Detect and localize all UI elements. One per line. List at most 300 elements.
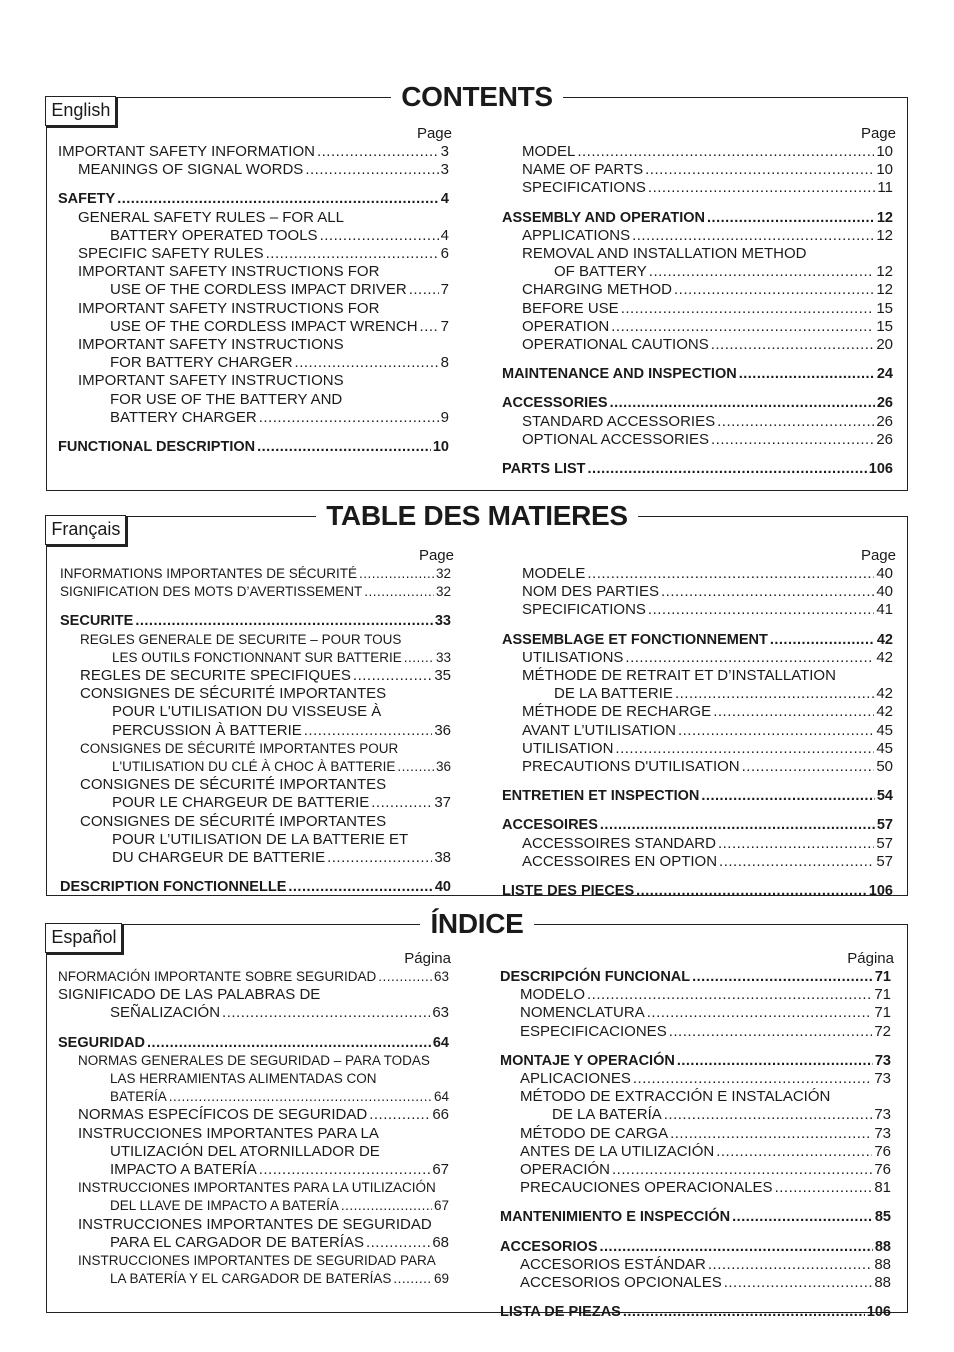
contents-section-english	[46, 81, 908, 491]
toc-entry-title: CONSIGNES DE SÉCURITÉ IMPORTANTES	[80, 685, 387, 703]
toc-entry[interactable]	[502, 740, 893, 758]
toc-entry-title: ACCESSORIES	[502, 395, 608, 412]
language-tab-french: Français	[45, 515, 126, 545]
toc-entry[interactable]	[58, 1197, 449, 1215]
toc-entry-title: OPERACIÓN	[520, 1161, 611, 1179]
toc-entry-title: ACCESORIOS OPCIONALES	[520, 1274, 722, 1292]
toc-entry[interactable]	[500, 1179, 891, 1197]
toc-dot-leader	[169, 1088, 432, 1106]
toc-entry[interactable]	[500, 1143, 891, 1161]
toc-page-number: 35	[434, 667, 451, 685]
toc-page-number: 12	[876, 263, 893, 281]
toc-entry[interactable]	[502, 161, 893, 179]
page-column-header: Page	[860, 125, 896, 142]
toc-dot-leader	[742, 758, 875, 776]
toc-page-number: 3	[440, 161, 449, 179]
toc-entry-title: PRECAUCIONES OPERACIONALES	[520, 1179, 773, 1197]
toc-entry-title: OPTIONAL ACCESSORIES	[522, 430, 709, 448]
toc-entry-title: STANDARD ACCESSORIES	[522, 412, 716, 430]
toc-entry[interactable]	[502, 816, 893, 834]
toc-entry-title: CHARGING METHOD	[522, 281, 672, 299]
toc-entry[interactable]	[58, 409, 449, 427]
toc-entry[interactable]	[500, 1070, 891, 1088]
toc-entry-title: MAINTENANCE AND INSPECTION	[502, 366, 737, 383]
section-title: ÍNDICE	[47, 908, 907, 940]
toc-page-number: 71	[874, 986, 891, 1004]
toc-spacer	[502, 776, 893, 787]
toc-page-number: 67	[433, 1198, 449, 1214]
toc-entry[interactable]	[500, 1004, 891, 1022]
toc-page-number: 63	[433, 969, 449, 984]
toc-entry-title: ASSEMBLAGE ET FONCTIONNEMENT	[502, 631, 768, 648]
toc-entry[interactable]	[60, 685, 451, 703]
toc-entry[interactable]	[60, 849, 451, 867]
toc-dot-leader	[701, 787, 874, 805]
page-column-header: Page	[416, 125, 452, 142]
toc-entry-title: IMPORTANT SAFETY INFORMATION	[58, 143, 315, 160]
toc-page-number: 7	[440, 317, 449, 335]
toc-dot-leader	[610, 394, 875, 412]
toc-dot-leader	[305, 161, 438, 179]
toc-spacer	[60, 867, 451, 878]
toc-entry[interactable]	[58, 1034, 449, 1052]
toc-entry-title: DE LA BATTERIE	[554, 685, 673, 703]
toc-entry-title: SPECIFICATIONS	[522, 601, 646, 619]
toc-dot-leader	[588, 460, 867, 478]
toc-spacer	[502, 449, 893, 460]
toc-entry[interactable]	[60, 740, 451, 758]
toc-dot-leader	[675, 685, 874, 703]
toc-page-number: 85	[874, 1209, 891, 1226]
toc-entry-title: MODELO	[520, 986, 586, 1004]
toc-entry[interactable]	[60, 878, 451, 896]
toc-entry-title: REMOVAL AND INSTALLATION METHOD	[522, 245, 807, 263]
toc-entry-title: ENTRETIEN ET INSPECTION	[502, 788, 700, 805]
toc-entry-title: LISTE DES PIECES	[502, 883, 635, 900]
toc-entry[interactable]	[502, 365, 893, 383]
toc-entry-title: FOR USE OF THE BATTERY AND	[110, 390, 343, 408]
toc-entry[interactable]	[502, 179, 893, 197]
toc-entry-title: INSTRUCCIONES IMPORTANTES PARA LA	[78, 1124, 379, 1142]
toc-page-number: 57	[876, 852, 893, 870]
toc-entry[interactable]	[60, 776, 451, 794]
toc-dot-leader	[664, 1106, 873, 1124]
toc-entry[interactable]	[58, 986, 449, 1004]
toc-page-number: 3	[440, 143, 449, 160]
toc-dot-leader	[369, 1106, 430, 1124]
toc-page-number: 10	[876, 161, 893, 179]
toc-entry[interactable]	[500, 1052, 891, 1070]
toc-dot-leader	[623, 1303, 865, 1321]
toc-entry-title: CONSIGNES DE SÉCURITÉ IMPORTANTES	[80, 776, 387, 794]
toc-entry[interactable]	[502, 227, 893, 245]
toc-dot-leader	[600, 816, 875, 834]
toc-page-number: 73	[874, 1070, 891, 1088]
toc-entry[interactable]	[58, 143, 449, 161]
toc-dot-leader	[713, 703, 874, 721]
toc-entry-title: BATTERY CHARGER	[110, 408, 257, 426]
toc-left-column	[58, 968, 449, 1288]
toc-entry[interactable]	[60, 565, 451, 583]
toc-entry[interactable]	[60, 794, 451, 812]
toc-spacer	[502, 805, 893, 816]
toc-entry[interactable]	[58, 391, 449, 409]
toc-entry[interactable]	[500, 1023, 891, 1041]
toc-entry[interactable]	[502, 336, 893, 354]
toc-dot-leader	[359, 565, 434, 583]
toc-dot-leader	[222, 1004, 430, 1022]
toc-entry-title: L'UTILISATION DU CLÉ À CHOC À BATTERIE	[112, 759, 396, 775]
toc-entry[interactable]	[500, 1125, 891, 1143]
toc-page-number: 26	[876, 395, 893, 412]
toc-page-number: 40	[876, 583, 893, 601]
toc-entry-title: ACCESSOIRES EN OPTION	[522, 852, 718, 870]
toc-entry-title: ACCESORIOS	[500, 1238, 598, 1255]
toc-dot-leader	[625, 649, 874, 667]
toc-entry-title: BATERÍA	[110, 1089, 167, 1105]
toc-entry[interactable]	[58, 1125, 449, 1143]
toc-page-number: 4	[440, 191, 449, 208]
toc-dot-leader	[648, 179, 876, 197]
toc-entry[interactable]	[58, 1052, 449, 1070]
toc-entry[interactable]	[502, 882, 893, 900]
toc-page-number: 106	[866, 1304, 891, 1321]
toc-entry[interactable]	[502, 583, 893, 601]
toc-dot-leader	[707, 209, 875, 227]
toc-entry[interactable]	[500, 968, 891, 986]
toc-entry-title: IMPORTANT SAFETY INSTRUCTIONS FOR	[78, 299, 380, 317]
toc-entry[interactable]	[58, 354, 449, 372]
toc-entry-title: MANTENIMIENTO E INSPECCIÓN	[500, 1209, 731, 1226]
toc-entry-title: LA BATERÍA Y EL CARGADOR DE BATERÍAS	[110, 1271, 392, 1287]
toc-entry-title: MODELE	[522, 565, 586, 582]
toc-spacer	[500, 1197, 891, 1208]
toc-entry[interactable]	[60, 667, 451, 685]
toc-dot-leader	[320, 227, 439, 245]
toc-entry[interactable]	[502, 649, 893, 667]
toc-dot-leader	[117, 190, 439, 208]
toc-spacer	[500, 1292, 891, 1303]
toc-entry[interactable]	[60, 631, 451, 649]
toc-entry-title: NOMENCLATURA	[520, 1004, 645, 1022]
toc-page-number: 24	[876, 366, 893, 383]
toc-entry-title: NORMAS ESPECÍFICOS DE SEGURIDAD	[78, 1106, 368, 1124]
toc-entry[interactable]	[60, 649, 451, 667]
toc-entry-title: IMPACTO A BATERÍA	[110, 1161, 257, 1179]
toc-entry[interactable]	[502, 703, 893, 721]
toc-entry[interactable]	[502, 835, 893, 853]
toc-entry-title: DESCRIPTION FONCTIONNELLE	[60, 879, 287, 896]
toc-entry[interactable]	[502, 565, 893, 583]
toc-entry[interactable]	[60, 583, 451, 601]
toc-entry[interactable]	[58, 227, 449, 245]
toc-dot-leader	[587, 565, 874, 583]
toc-entry-title: NORMAS GENERALES DE SEGURIDAD – PARA TODAS	[78, 1052, 430, 1068]
toc-dot-leader	[577, 143, 874, 161]
toc-entry[interactable]	[500, 1208, 891, 1226]
toc-page-number: 88	[874, 1274, 891, 1292]
toc-dot-leader	[719, 853, 874, 871]
toc-entry[interactable]	[58, 438, 449, 456]
toc-entry-title: ACCESSOIRES STANDARD	[522, 834, 716, 852]
toc-entry[interactable]	[502, 787, 893, 805]
toc-entry[interactable]	[502, 667, 893, 685]
toc-entry[interactable]	[58, 1070, 449, 1088]
toc-page-number: 106	[868, 461, 893, 478]
toc-dot-leader	[633, 1070, 872, 1088]
toc-spacer	[60, 601, 451, 612]
toc-entry-title: POUR L’UTILISATION DE LA BATTERIE ET	[112, 830, 409, 848]
toc-page-number: 33	[434, 613, 451, 630]
toc-page-number: 106	[868, 883, 893, 900]
toc-entry-title: SPECIFIC SAFETY RULES	[78, 245, 264, 263]
section-title: TABLE DES MATIERES	[47, 500, 907, 532]
toc-entry[interactable]	[58, 1270, 449, 1288]
toc-entry-title: ACCESORIOS ESTÁNDAR	[520, 1255, 706, 1273]
toc-entry[interactable]	[502, 631, 893, 649]
toc-entry-title: FOR BATTERY CHARGER	[110, 354, 293, 372]
toc-right-column	[502, 143, 893, 478]
toc-entry-title: SEGURIDAD	[58, 1034, 146, 1051]
toc-page-number: 26	[876, 430, 893, 448]
toc-entry[interactable]	[500, 1274, 891, 1292]
toc-entry[interactable]	[500, 1106, 891, 1124]
toc-entry[interactable]	[58, 1234, 449, 1252]
page-column-header: Página	[404, 950, 451, 967]
toc-left-column	[58, 143, 449, 456]
toc-dot-leader	[404, 649, 434, 667]
toc-entry[interactable]	[58, 1179, 449, 1197]
toc-entry-title: MÉTHODE DE RETRAIT ET D’INSTALLATION	[522, 667, 836, 685]
toc-page-number: 36	[435, 759, 451, 775]
toc-entry[interactable]	[58, 968, 449, 986]
toc-entry[interactable]	[58, 1161, 449, 1179]
toc-entry[interactable]	[58, 300, 449, 318]
toc-entry-title: ACCESOIRES	[502, 817, 598, 834]
toc-dot-leader	[632, 227, 874, 245]
toc-dot-leader	[257, 438, 431, 456]
toc-page-number: 73	[874, 1052, 891, 1069]
toc-entry-title: APPLICATIONS	[522, 226, 631, 244]
toc-page-number: 57	[876, 834, 893, 852]
toc-entry[interactable]	[502, 263, 893, 281]
toc-entry-title: IMPORTANT SAFETY INSTRUCTIONS FOR	[78, 263, 380, 281]
toc-dot-leader	[611, 318, 874, 336]
toc-entry-title: LES OUTILS FONCTIONNANT SUR BATTERIE	[112, 649, 402, 665]
toc-entry[interactable]	[502, 853, 893, 871]
toc-entry[interactable]	[58, 336, 449, 354]
toc-dot-leader	[371, 794, 432, 812]
toc-entry[interactable]	[502, 758, 893, 776]
toc-page-number: 42	[876, 685, 893, 703]
toc-page-number: 64	[432, 1034, 449, 1051]
toc-dot-leader	[341, 1197, 432, 1215]
toc-entry-title: SIGNIFICATION DES MOTS D’AVERTISSEMENT	[60, 584, 363, 600]
toc-entry[interactable]	[500, 1256, 891, 1274]
toc-entry-title: ANTES DE LA UTILIZACIÓN	[520, 1142, 715, 1160]
toc-entry-title: AVANT L’UTILISATION	[522, 721, 676, 739]
toc-entry[interactable]	[58, 161, 449, 179]
toc-page-number: 42	[876, 703, 893, 721]
toc-page-number: 50	[876, 758, 893, 776]
toc-dot-leader	[327, 849, 432, 867]
toc-page-number: 64	[433, 1089, 449, 1105]
toc-page-number: 76	[874, 1161, 891, 1179]
toc-page-number: 73	[874, 1124, 891, 1142]
toc-dot-leader	[420, 318, 439, 336]
language-tab-spanish: Español	[45, 923, 122, 953]
toc-entry-title: INFORMATIONS IMPORTANTES DE SÉCURITÉ	[60, 566, 358, 581]
toc-entry-title: ASSEMBLY AND OPERATION	[502, 209, 706, 226]
toc-page-number: 15	[876, 299, 893, 317]
toc-page-number: 37	[434, 794, 451, 812]
toc-dot-leader	[724, 1274, 873, 1292]
toc-page-number: 9	[440, 408, 449, 426]
toc-left-column	[60, 565, 451, 896]
toc-entry-title: OPERATION	[522, 317, 610, 335]
toc-entry[interactable]	[60, 831, 451, 849]
toc-dot-leader	[317, 143, 439, 161]
toc-dot-leader	[364, 583, 434, 601]
toc-entry-title: SPECIFICATIONS	[522, 179, 646, 197]
toc-dot-leader	[636, 882, 867, 900]
toc-spacer	[58, 179, 449, 190]
toc-spacer	[502, 383, 893, 394]
toc-entry-title: PRECAUTIONS D'UTILISATION	[522, 758, 740, 776]
toc-entry[interactable]	[502, 281, 893, 299]
toc-entry[interactable]	[502, 431, 893, 449]
toc-entry[interactable]	[500, 1238, 891, 1256]
toc-entry[interactable]	[58, 245, 449, 263]
toc-entry[interactable]	[502, 394, 893, 412]
toc-dot-leader	[409, 281, 439, 299]
toc-entry-title: BATTERY OPERATED TOOLS	[110, 226, 318, 244]
toc-page-number: 38	[434, 849, 451, 867]
toc-entry-title: SECURITE	[60, 613, 134, 630]
toc-entry[interactable]	[500, 986, 891, 1004]
toc-entry[interactable]	[60, 813, 451, 831]
toc-dot-leader	[739, 365, 875, 383]
toc-entry-title: APLICACIONES	[520, 1070, 631, 1088]
toc-entry[interactable]	[502, 245, 893, 263]
toc-entry[interactable]	[502, 209, 893, 227]
toc-page-number: 41	[876, 601, 893, 619]
toc-entry-title: INSTRUCCIONES IMPORTANTES DE SEGURIDAD PARA	[78, 1253, 436, 1269]
toc-entry[interactable]	[60, 722, 451, 740]
toc-entry-title: PERCUSSION À BATTERIE	[112, 721, 302, 739]
toc-entry-title: IMPORTANT SAFETY INSTRUCTIONS	[78, 336, 344, 354]
toc-entry[interactable]	[58, 190, 449, 208]
toc-entry[interactable]	[58, 281, 449, 299]
toc-page-number: 88	[874, 1255, 891, 1273]
toc-dot-leader	[670, 1125, 872, 1143]
toc-page-number: 15	[876, 317, 893, 335]
toc-dot-leader	[678, 722, 874, 740]
toc-page-number: 11	[877, 179, 893, 197]
toc-entry-title: MÉTHODE DE RECHARGE	[522, 703, 712, 721]
toc-entry[interactable]	[502, 460, 893, 478]
toc-entry[interactable]	[502, 685, 893, 703]
toc-entry-title: NOM DES PARTIES	[522, 583, 659, 601]
contents-section-french	[46, 500, 908, 900]
toc-entry[interactable]	[500, 1303, 891, 1321]
toc-dot-leader	[288, 878, 432, 896]
toc-dot-leader	[366, 1234, 430, 1252]
toc-page-number: 63	[432, 1004, 449, 1022]
toc-entry[interactable]	[60, 612, 451, 630]
toc-entry-title: DU CHARGEUR DE BATTERIE	[112, 849, 326, 867]
toc-page-number: 12	[876, 281, 893, 299]
toc-entry[interactable]	[502, 143, 893, 161]
toc-entry-title: CONSIGNES DE SÉCURITÉ IMPORTANTES POUR	[80, 740, 399, 756]
toc-entry[interactable]	[58, 1106, 449, 1124]
toc-entry[interactable]	[502, 722, 893, 740]
toc-entry[interactable]	[58, 1216, 449, 1234]
toc-entry[interactable]	[58, 1143, 449, 1161]
toc-entry[interactable]	[60, 703, 451, 721]
toc-page-number: 26	[876, 412, 893, 430]
toc-page-number: 12	[876, 209, 893, 226]
toc-entry[interactable]	[60, 758, 451, 776]
toc-dot-leader	[600, 1238, 873, 1256]
toc-page-number: 71	[874, 969, 891, 985]
toc-entry-title: USE OF THE CORDLESS IMPACT DRIVER	[110, 281, 407, 299]
toc-entry[interactable]	[502, 601, 893, 619]
toc-entry[interactable]	[502, 413, 893, 431]
contents-section-spanish	[46, 908, 908, 1321]
toc-entry[interactable]	[58, 1252, 449, 1270]
toc-page-number: 68	[432, 1233, 449, 1251]
language-tab-english: English	[45, 96, 116, 126]
toc-entry[interactable]	[502, 318, 893, 336]
toc-page-number: 76	[874, 1142, 891, 1160]
toc-dot-leader	[692, 968, 873, 986]
toc-entry-title: SAFETY	[58, 191, 116, 208]
toc-entry-title: UTILIZACIÓN DEL ATORNILLADOR DE	[110, 1142, 380, 1160]
toc-entry-title: MODEL	[522, 143, 576, 160]
toc-entry[interactable]	[502, 300, 893, 318]
toc-entry[interactable]	[58, 263, 449, 281]
toc-page-number: 4	[440, 226, 449, 244]
section-title: CONTENTS	[47, 81, 907, 113]
toc-dot-leader	[677, 1052, 873, 1070]
toc-spacer	[502, 354, 893, 365]
toc-entry-title: LAS HERRAMIENTAS ALIMENTADAS CON	[110, 1071, 377, 1087]
toc-entry[interactable]	[58, 1004, 449, 1022]
toc-dot-leader	[716, 1143, 872, 1161]
toc-dot-leader	[775, 1179, 873, 1197]
toc-page-number: 42	[876, 631, 893, 648]
toc-entry-title: INSTRUCCIONES IMPORTANTES DE SEGURIDAD	[78, 1215, 432, 1233]
toc-page-number: 12	[876, 226, 893, 244]
toc-page-number: 40	[434, 879, 451, 896]
toc-dot-leader	[711, 336, 875, 354]
toc-entry[interactable]	[58, 318, 449, 336]
toc-entry-title: SIGNIFICADO DE LAS PALABRAS DE	[58, 986, 321, 1004]
toc-entry-title: UTILISATION	[522, 739, 614, 757]
toc-entry[interactable]	[58, 372, 449, 390]
toc-entry[interactable]	[58, 209, 449, 227]
toc-page-number: 45	[876, 739, 893, 757]
toc-dot-leader	[587, 986, 872, 1004]
toc-page-number: 32	[435, 584, 451, 600]
toc-entry[interactable]	[58, 1088, 449, 1106]
toc-dot-leader	[353, 667, 432, 685]
toc-entry[interactable]	[500, 1161, 891, 1179]
toc-page-number: 45	[876, 721, 893, 739]
toc-entry-title: SEÑALIZACIÓN	[110, 1004, 221, 1022]
toc-entry[interactable]	[500, 1088, 891, 1106]
